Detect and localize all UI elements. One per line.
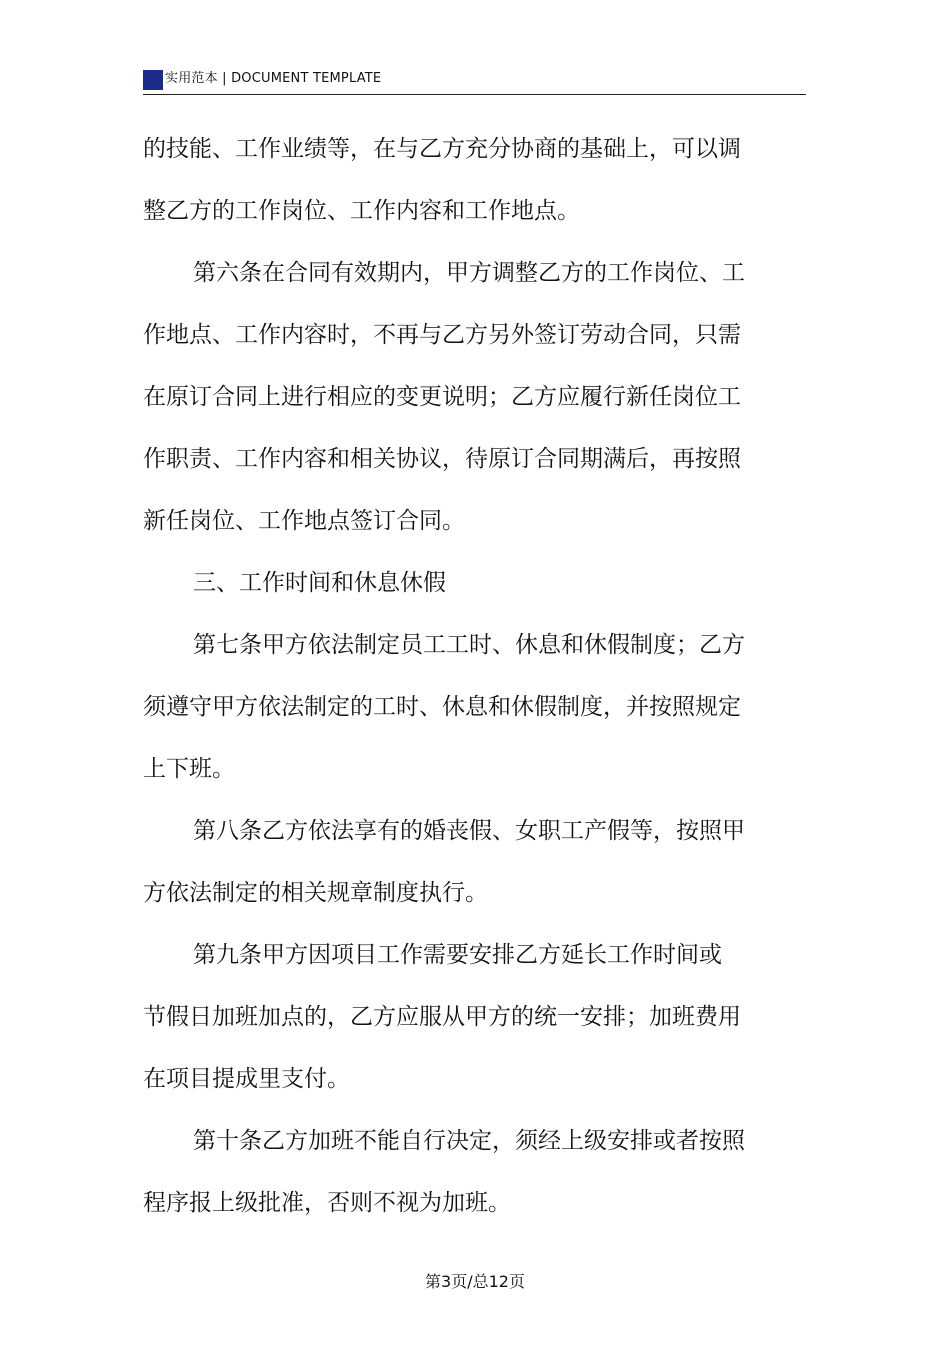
text-line: 作地点、工作内容时，不再与乙方另外签订劳动合同，只需 — [143, 322, 741, 348]
text-line: 在项目提成里支付。 — [143, 1066, 350, 1092]
text-line: 上下班。 — [143, 756, 235, 782]
header-doc-type: DOCUMENT TEMPLATE — [231, 71, 382, 86]
page-header — [143, 68, 806, 95]
document-body — [143, 118, 753, 1234]
article-7-line: 第七条甲方依法制定员工工时、休息和休假制度；乙方 — [193, 632, 745, 658]
article-10-line: 第十条乙方加班不能自行决定，须经上级安排或者按照 — [193, 1128, 745, 1154]
logo-square-icon — [143, 70, 163, 90]
text-line: 须遵守甲方依法制定的工时、休息和休假制度，并按照规定 — [143, 694, 741, 720]
text-line: 在原订合同上进行相应的变更说明；乙方应履行新任岗位工 — [143, 384, 741, 410]
text-line: 整乙方的工作岗位、工作内容和工作地点。 — [143, 198, 580, 224]
header-label: 实用范本 — [165, 71, 218, 86]
text-line: 的技能、工作业绩等，在与乙方充分协商的基础上，可以调 — [143, 136, 741, 162]
article-9-line: 第九条甲方因项目工作需要安排乙方延长工作时间或 — [193, 942, 722, 968]
text-line: 新任岗位、工作地点签订合同。 — [143, 508, 465, 534]
header-title — [165, 71, 381, 87]
text-line: 方依法制定的相关规章制度执行。 — [143, 880, 488, 906]
article-6-line: 第六条在合同有效期内，甲方调整乙方的工作岗位、工 — [193, 260, 745, 286]
text-line: 作职责、工作内容和相关协议，待原订合同期满后，再按照 — [143, 446, 741, 472]
text-line: 节假日加班加点的，乙方应服从甲方的统一安排；加班费用 — [143, 1004, 741, 1030]
article-8-line: 第八条乙方依法享有的婚丧假、女职工产假等，按照甲 — [193, 818, 745, 844]
header-separator: | — [222, 71, 227, 86]
text-line: 程序报上级批准，否则不视为加班。 — [143, 1190, 511, 1216]
section-heading: 三、工作时间和休息休假 — [193, 570, 446, 596]
page-number: 第3页/总12页 — [425, 1272, 525, 1291]
